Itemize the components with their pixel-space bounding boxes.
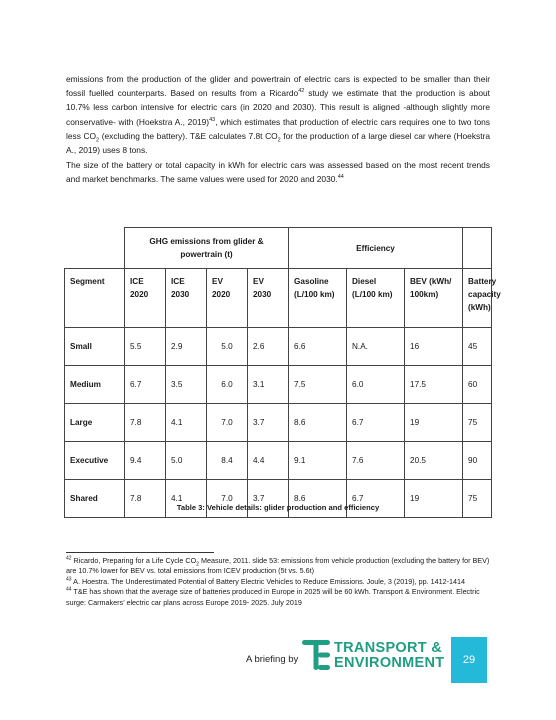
segment-cell: Executive: [65, 442, 125, 480]
footnote-44: $^{44}$ T&E has shown that the average size of batteries produced in Europe in 2025 will be 60 kWh. Transport & Environment. Electric surge: Carmakers’ electric car plans across Europe 2019- 2025. July 2019: [66, 586, 480, 607]
briefing-by-label: A briefing by: [246, 654, 299, 665]
vehicle-details-table: [64, 227, 501, 518]
te-logo-wordmark: [334, 641, 444, 671]
table-cell: 6.6: [289, 328, 347, 366]
col-header-diesel: Diesel (L/100 km): [347, 269, 405, 328]
table-cell: 2.6: [248, 328, 289, 366]
table-cell: 3.7: [248, 404, 289, 442]
table-corner-cell: [65, 228, 125, 269]
table-cell: 5.0: [166, 442, 207, 480]
footnotes: [66, 556, 496, 608]
table-cell: 75: [463, 480, 492, 518]
table-cell: 6.7: [347, 404, 405, 442]
table-cell: 9.4: [125, 442, 166, 480]
table-cell: 6.0: [347, 366, 405, 404]
col-header-ev-2030: EV 2030: [248, 269, 289, 328]
table-cell: 5.0: [207, 328, 248, 366]
table-cell: 9.1: [289, 442, 347, 480]
table-cell: 7.6: [347, 442, 405, 480]
table-cell: 5.5: [125, 328, 166, 366]
logo-line-transport: TRANSPORT &: [334, 640, 443, 656]
table-row: [65, 328, 492, 366]
table-cell: 60: [463, 366, 492, 404]
table-cell: 8.6: [289, 404, 347, 442]
segment-cell: Large: [65, 404, 125, 442]
col-header-segment: Segment: [65, 269, 125, 328]
table-cell: 8.4: [207, 442, 248, 480]
table-cell: 4.1: [166, 480, 207, 518]
segment-cell: Small: [65, 328, 125, 366]
table-cell: 6.7: [125, 366, 166, 404]
page-number: 29: [451, 637, 487, 683]
body-paragraph-battery: The size of the battery or total capacity in kWh for electric cars was assessed based on the most recent trends and market benchmarks. The same values were used for 2020 and 2030.44: [66, 160, 490, 185]
table-row: [65, 442, 492, 480]
table-cell: 7.8: [125, 404, 166, 442]
col-header-ice-2030: ICE 2030: [166, 269, 207, 328]
table-row: [65, 366, 492, 404]
footnote-43: $^{43}$ A. Hoestra. The Underestimated Potential of Battery Electric Vehicles to Reduce Emissions. Joule, 3 (2019), pp. 1412-1414: [66, 576, 465, 586]
footnote-42: $^{42}$ Ricardo, Preparing for a Life Cycle $CO_2$ Measure, 2011. slide 53: emissions from vehicle production (excluding the battery for BEV) are 10.7% lower for BEV vs. total emissions from ICEV production (5t vs. 5.6t): [66, 555, 490, 576]
table-cell: 16: [405, 328, 463, 366]
table-cell: 3.1: [248, 366, 289, 404]
table-row: [65, 404, 492, 442]
table-cell: 7.0: [207, 404, 248, 442]
table-cell: 45: [463, 328, 492, 366]
footnote-divider: [66, 552, 214, 553]
table-cell: 6.7: [347, 480, 405, 518]
table-cell: 7.8: [125, 480, 166, 518]
ghg-group-header: GHG emissions from glider & powertrain (t): [125, 228, 289, 269]
table-cell: 19: [405, 404, 463, 442]
col-header-ev-2020: EV 2020: [207, 269, 248, 328]
table-column-header-row: [65, 269, 492, 328]
table-cell: 6.0: [207, 366, 248, 404]
table-group-header-row: [65, 228, 492, 269]
segment-cell: Medium: [65, 366, 125, 404]
table-cell: 4.1: [166, 404, 207, 442]
table-cell: 7.5: [289, 366, 347, 404]
col-header-battery: Battery capacity (kWh): [463, 269, 492, 328]
table-cell: 90: [463, 442, 492, 480]
table-cell: 17.5: [405, 366, 463, 404]
table-cell: 8.6: [289, 480, 347, 518]
table-cell: 7.0: [207, 480, 248, 518]
segment-cell: Shared: [65, 480, 125, 518]
table-cell: 20.5: [405, 442, 463, 480]
efficiency-group-header: Efficiency: [289, 228, 463, 269]
table-cell: 3.5: [166, 366, 207, 404]
logo-line-environment: ENVIRONMENT: [334, 655, 445, 671]
table-cell: 3.7: [248, 480, 289, 518]
table-cell: N.A.: [347, 328, 405, 366]
te-logo-icon: [302, 640, 330, 670]
table-caption: Table 3: Vehicle details: glider production and efficiency: [176, 503, 380, 512]
body-paragraph-production: emissions from the production of the glider and powertrain of electric cars is expected to be smaller than their fossil fuelled counterparts. Based on results from a Ricardo$^{42}$ study we estimate that the production is about 10.7% less carbon intensive for electric cars (in 2020 and 2030). This result is aligned -although slightly more conservative- with (Hoekstra A., 2019)$^{43}$, which estimates that production of electric cars requires one to two tons less $CO_2$ (excluding the battery). T&E calculates 7.8t $CO_2$ for the production of a large diesel car where (Hoekstra A., 2019) uses 8 tons.: [66, 74, 490, 156]
col-header-bev: BEV (kWh/ 100km): [405, 269, 463, 328]
battery-group-header: [463, 228, 492, 269]
col-header-ice-2020: ICE 2020: [125, 269, 166, 328]
table-cell: 75: [463, 404, 492, 442]
col-header-gasoline: Gasoline (L/100 km): [289, 269, 347, 328]
table-cell: 19: [405, 480, 463, 518]
table-cell: 4.4: [248, 442, 289, 480]
table-cell: 2.9: [166, 328, 207, 366]
